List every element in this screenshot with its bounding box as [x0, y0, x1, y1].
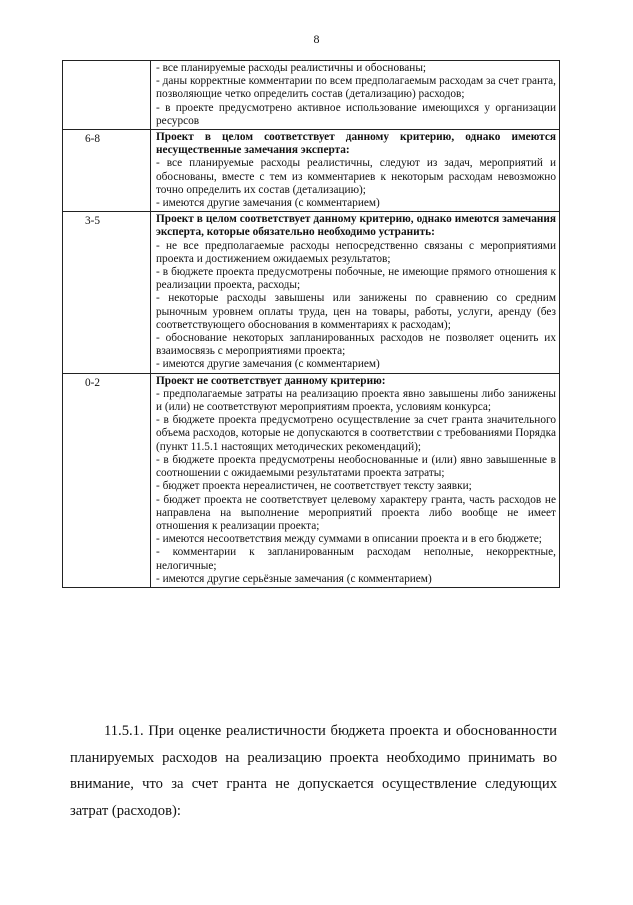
score-cell: 3-5 — [63, 212, 151, 373]
criterion-item: - все планируемые расходы реалистичны и обоснованы; — [156, 62, 427, 74]
criterion-title: Проект не соответствует данному критерию: — [156, 374, 386, 387]
criterion-item: - имеются несоответствия между суммами в описании проекта и в его бюджете; — [156, 533, 542, 546]
table-row — [63, 373, 560, 587]
description-cell — [151, 61, 560, 130]
criterion-item: - в бюджете проекта предусмотрены необоснованные и (или) явно завышенные в соотношении с ожидаемыми результатами проекта затраты; — [156, 453, 556, 480]
score-cell: 0-2 — [63, 373, 151, 587]
criterion-item: - предполагаемые затраты на реализацию проекта явно завышены либо занижены и (или) не соответствуют мероприятиям проекта, условиям конкурса; — [156, 387, 556, 414]
description-cell — [151, 130, 560, 212]
criterion-title: Проект в целом соответствует данному критерию, однако имеются несущественные замечания эксперта: — [156, 131, 556, 157]
body-paragraph: 11.5.1. При оценке реалистичности бюджета проекта и обоснованности планируемых расходов на реализацию проекта необходимо принимать во внимание, что за счет гранта не допускается осуществление следующих затрат (расходов): — [70, 723, 557, 819]
criterion-item: - в бюджете проекта предусмотрены побочные, не имеющие прямого отношения к реализации проекта, расходы; — [156, 266, 556, 292]
criterion-item: - в бюджете проекта предусмотрено осуществление за счет гранта значительного объема расходов, которые не допускаются в соответствии с требованиями Порядка (пункт 11.5.1 настоящих методических рекомендаций); — [156, 414, 556, 453]
table-row — [63, 130, 560, 212]
page-number: 8 — [313, 32, 320, 46]
criterion-item: - некоторые расходы завышены или занижены по сравнению со средним рыночным уровнем оплаты труда, цен на товары, работы, услуги, аренду (без соответствующего обоснования в комментариях к расходам); — [156, 292, 556, 331]
score-cell: 6-8 — [63, 130, 151, 212]
description-cell — [151, 373, 560, 587]
criterion-item: - не все предполагаемые расходы непосредственно связаны с мероприятиями проекта и достижением ожидаемых результатов; — [156, 239, 556, 265]
description-cell — [151, 212, 560, 373]
criterion-title: Проект в целом соответствует данному критерию, однако имеются замечания эксперта, которые обязательно необходимо устранить: — [156, 213, 556, 239]
criterion-item: - имеются другие замечания (с комментарием) — [156, 358, 380, 371]
criterion-item: - обоснование некоторых запланированных расходов не позволяет оценить их взаимосвязь с мероприятиями проекта; — [156, 332, 556, 358]
criterion-item: - имеются другие серьёзные замечания (с комментарием) — [156, 572, 432, 585]
criterion-item: - бюджет проекта не соответствует целевому характеру гранта, часть расходов не направлена на выполнение мероприятий проекта либо вообще не имеет отношения к реализации проекта; — [156, 493, 556, 532]
table-row — [63, 212, 560, 373]
criteria-table — [62, 60, 560, 588]
criteria-table-body — [63, 61, 560, 588]
criterion-item: - комментарии к запланированным расходам неполные, некорректные, нелогичные; — [156, 546, 556, 572]
score-cell — [63, 61, 151, 130]
criterion-item: - в проекте предусмотрено активное использование имеющихся у организации ресурсов — [156, 101, 556, 127]
criterion-item: - все планируемые расходы реалистичны, следуют из задач, мероприятий и обоснованы, вместе с тем из комментариев к некоторым расходам невозможно точно определить их состав (детализацию); — [156, 157, 556, 196]
criterion-item: - даны корректные комментарии по всем предполагаемым расходам за счет гранта, позволяющие четко определить состав (детализацию) расходов; — [156, 75, 556, 101]
criterion-item: - имеются другие замечания (с комментарием) — [156, 197, 380, 210]
criterion-item: - бюджет проекта нереалистичен, не соответствует тексту заявки; — [156, 480, 472, 493]
table-row — [63, 61, 560, 130]
